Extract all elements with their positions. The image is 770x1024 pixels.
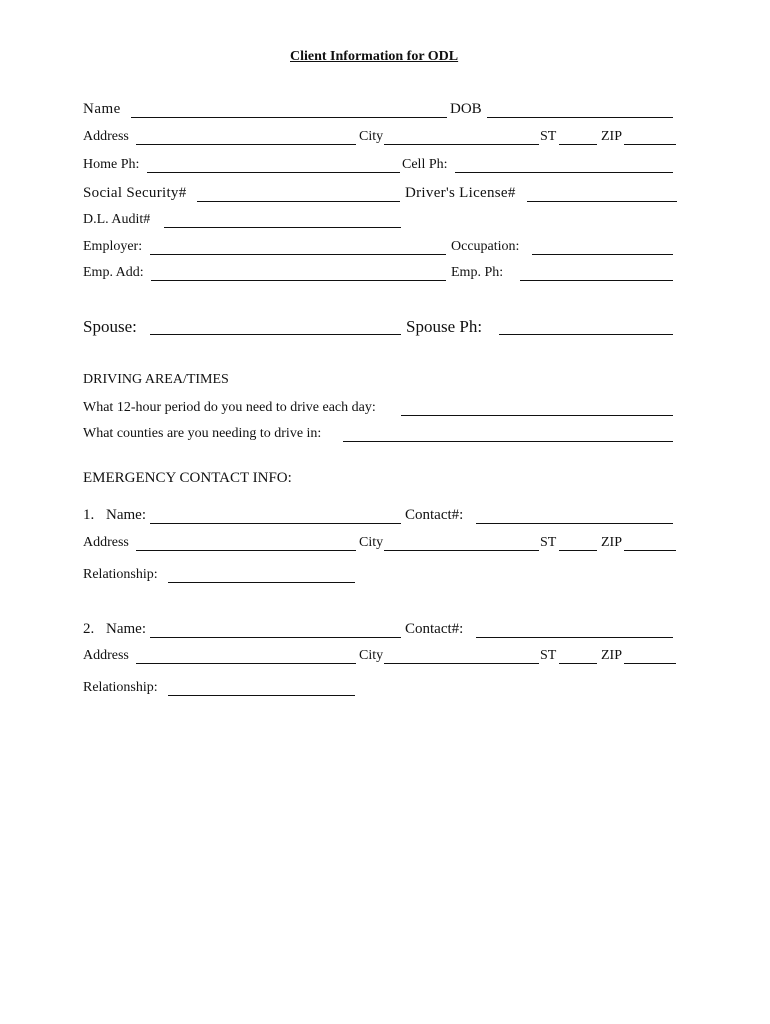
contact-2-relationship-label: Relationship: [83,680,158,695]
name-label: Name [83,101,121,117]
spouse-field[interactable] [150,318,401,335]
cell-phone-label: Cell Ph: [402,157,448,172]
dl-audit-label: D.L. Audit# [83,212,151,227]
contact-1-st-field[interactable] [559,536,597,551]
contact-2-zip-field[interactable] [624,649,676,664]
occupation-field[interactable] [532,240,673,255]
home-phone-label: Home Ph: [83,157,140,172]
employer-phone-field[interactable] [520,266,673,281]
contact-2-city-field[interactable] [384,649,539,664]
contact-1-address-field[interactable] [136,536,356,551]
contact-2-name-field[interactable] [150,622,401,638]
contact-2-address-field[interactable] [136,649,356,664]
spouse-phone-field[interactable] [499,318,673,335]
employer-address-label: Emp. Add: [83,265,144,280]
contact-1-zip-label: ZIP [601,535,622,550]
address-label: Address [83,129,129,144]
city-label: City [359,129,384,144]
city-field[interactable] [384,130,539,145]
st-label: ST [540,129,557,144]
ssn-field[interactable] [197,186,400,202]
spouse-label: Spouse: [83,317,137,336]
drivers-license-label: Driver's License# [405,185,516,201]
st-field[interactable] [559,130,597,145]
form-title: Client Information for ODL [290,49,459,64]
contact-2-st-field[interactable] [559,649,597,664]
contact-2-relationship-field[interactable] [168,681,355,696]
drivers-license-field[interactable] [527,186,677,202]
drive-counties-field[interactable] [343,427,673,442]
dob-label: DOB [450,101,482,117]
drive-counties-question: What counties are you needing to drive in: [83,426,322,441]
contact-1-relationship-label: Relationship: [83,567,158,582]
contact-2-number-label: Contact#: [405,621,464,637]
contact-1-address-label: Address [83,535,129,550]
contact-1-relationship-field[interactable] [168,568,355,583]
dob-field[interactable] [487,102,673,118]
cell-phone-field[interactable] [455,158,673,173]
address-field[interactable] [136,130,356,145]
spouse-phone-label: Spouse Ph: [406,317,483,336]
contact-1-number-label: Contact#: [405,507,464,523]
contact-2-number: 2. [83,621,95,637]
contact-2-city-label: City [359,648,384,663]
contact-2-name-label: Name: [106,621,146,637]
contact-1-st-label: ST [540,535,557,550]
contact-2-number-field[interactable] [476,622,673,638]
emergency-heading: EMERGENCY CONTACT INFO: [83,470,292,486]
contact-1-city-label: City [359,535,384,550]
drive-period-question: What 12-hour period do you need to drive each day: [83,400,376,415]
name-field[interactable] [131,102,447,118]
driving-heading: DRIVING AREA/TIMES [83,372,229,387]
contact-1-zip-field[interactable] [624,536,676,551]
home-phone-field[interactable] [147,158,400,173]
zip-field[interactable] [624,130,676,145]
contact-2-st-label: ST [540,648,557,663]
occupation-label: Occupation: [451,239,520,254]
contact-2-zip-label: ZIP [601,648,622,663]
contact-1-number: 1. [83,507,95,523]
drive-period-field[interactable] [401,401,673,416]
contact-1-name-field[interactable] [150,508,401,524]
dl-audit-field[interactable] [164,213,401,228]
zip-label: ZIP [601,129,622,144]
ssn-label: Social Security# [83,185,187,201]
contact-1-number-field[interactable] [476,508,673,524]
employer-field[interactable] [150,240,446,255]
employer-phone-label: Emp. Ph: [451,265,504,280]
employer-address-field[interactable] [151,266,446,281]
contact-1-name-label: Name: [106,507,146,523]
contact-2-address-label: Address [83,648,129,663]
employer-label: Employer: [83,239,143,254]
contact-1-city-field[interactable] [384,536,539,551]
